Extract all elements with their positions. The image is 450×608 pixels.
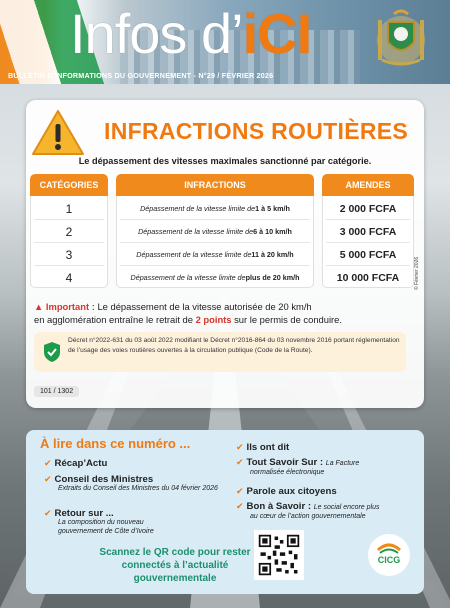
fine-amount: 3 000 FCFA <box>339 225 397 238</box>
alert-triangle-icon: ▲ <box>34 301 44 312</box>
cicg-logo <box>368 534 410 576</box>
list-item <box>236 442 416 453</box>
category-number: 4 <box>65 270 73 285</box>
item-sub: normalisée électronique <box>250 468 325 476</box>
col-header-infractions: INFRACTIONS <box>116 174 314 196</box>
list-item <box>44 508 224 536</box>
item-label: Conseil des Ministres <box>54 474 154 485</box>
chevron-right-icon: ✔ <box>236 486 244 496</box>
points-highlight: 2 points <box>195 314 232 325</box>
table-row-infraction <box>116 243 314 266</box>
list-item <box>236 457 420 477</box>
shield-check-icon <box>42 341 62 363</box>
important-text: en agglomération entraîne le retrait de <box>34 314 196 325</box>
important-text: sur le permis de conduire. <box>231 314 342 325</box>
list-item <box>236 501 420 521</box>
infraction-text: Dépassement de la vitesse limite de <box>140 204 256 213</box>
item-sub-inline: La Facture <box>325 460 360 467</box>
chevron-right-icon: ✔ <box>44 508 52 518</box>
infraction-range: 11 à 20 km/h <box>251 250 294 259</box>
table-row-category <box>30 266 108 289</box>
title-text: Infos d’ <box>70 2 243 65</box>
list-item <box>236 486 416 497</box>
table-row-category <box>30 220 108 243</box>
coat-of-arms-icon <box>368 6 434 72</box>
important-notice <box>34 300 414 326</box>
fine-amount: 5 000 FCFA <box>339 248 397 261</box>
item-sub-inline: Le social encore plus <box>313 504 380 511</box>
item-label: Tout Savoir Sur : <box>246 457 326 468</box>
decree-box <box>34 332 406 372</box>
col-header-fines: AMENDES <box>322 174 414 196</box>
article-lead: Le dépassement des vitesses maximales sanctionné par catégorie. <box>78 156 372 166</box>
important-label: Important : <box>45 301 98 312</box>
table-row-fine <box>322 266 414 289</box>
table-row-fine <box>322 243 414 266</box>
col-header-categories: CATÉGORIES <box>30 174 108 196</box>
item-sub: La composition du nouveau gouvernement de Côte d’Ivoire <box>58 519 154 535</box>
chevron-right-icon: ✔ <box>44 474 52 484</box>
chevron-right-icon: ✔ <box>44 458 52 468</box>
item-label: Parole aux citoyens <box>246 486 337 497</box>
table-row-fine <box>322 197 414 220</box>
warning-icon <box>30 108 86 158</box>
infraction-text: Dépassement de la vitesse limite de <box>136 250 252 259</box>
header-banner <box>0 0 450 84</box>
bulletin-subtitle: BULLETIN D’INFORMATIONS DU GOUVERNEMENT - N°29 / FÉVRIER 2026 <box>8 71 274 80</box>
infraction-text: Dépassement de la vitesse limite de <box>130 273 246 282</box>
item-sub: Extraits du Conseil des Ministres du 04 février 2026 <box>58 485 218 492</box>
qr-code[interactable] <box>254 530 304 580</box>
title-ici: iCI <box>242 2 312 65</box>
chevron-right-icon: ✔ <box>236 457 244 467</box>
table-row-category <box>30 243 108 266</box>
category-number: 3 <box>65 247 73 262</box>
item-label: Retour sur ... <box>54 508 114 519</box>
fine-amount: 10 000 FCFA <box>336 271 400 284</box>
infraction-range: plus de 20 km/h <box>245 273 300 282</box>
chevron-right-icon: ✔ <box>236 442 244 452</box>
infraction-range: 1 à 5 km/h <box>255 204 290 213</box>
page-counter: 101 / 1302 <box>34 386 79 397</box>
item-label: Récap’Actu <box>54 458 108 469</box>
infraction-text: Dépassement de la vitesse limite de <box>138 227 254 236</box>
infraction-range: 6 à 10 km/h <box>253 227 292 236</box>
fine-amount: 2 000 FCFA <box>339 202 397 215</box>
important-text: Le dépassement de la vitesse autorisée de 20 km/h <box>97 301 312 312</box>
category-number: 2 <box>65 224 73 239</box>
item-sub: au cœur de l’action gouvernementale <box>250 512 366 520</box>
decree-text: Décret n°2022-631 du 03 août 2022 modifiant le Décret n°2016-864 du 03 novembre 2016 portant réglementation de l’usage des voies routières ouvertes à la circulation publique (Code de la Route). <box>68 337 400 354</box>
table-row-infraction <box>116 266 314 289</box>
article-headline: INFRACTIONS ROUTIÈRES <box>104 118 409 144</box>
list-item <box>44 458 224 469</box>
item-label: Bon à Savoir : <box>246 501 314 512</box>
table-row-fine <box>322 220 414 243</box>
table-row-infraction <box>116 197 314 220</box>
logo-text: CICG <box>377 555 401 565</box>
item-label: Ils ont dit <box>246 442 290 453</box>
table-row-category <box>30 197 108 220</box>
copyright-note: © Février 2026 <box>414 256 420 290</box>
table-row-infraction <box>116 220 314 243</box>
publication-title <box>70 2 312 65</box>
list-item <box>44 474 224 494</box>
scan-qr-text: Scannez le QR code pour rester connectés à l’actualité gouvernementale <box>99 547 251 584</box>
chevron-right-icon: ✔ <box>236 501 244 511</box>
in-this-issue-title: À lire dans ce numéro ... <box>40 436 191 451</box>
category-number: 1 <box>65 201 73 216</box>
